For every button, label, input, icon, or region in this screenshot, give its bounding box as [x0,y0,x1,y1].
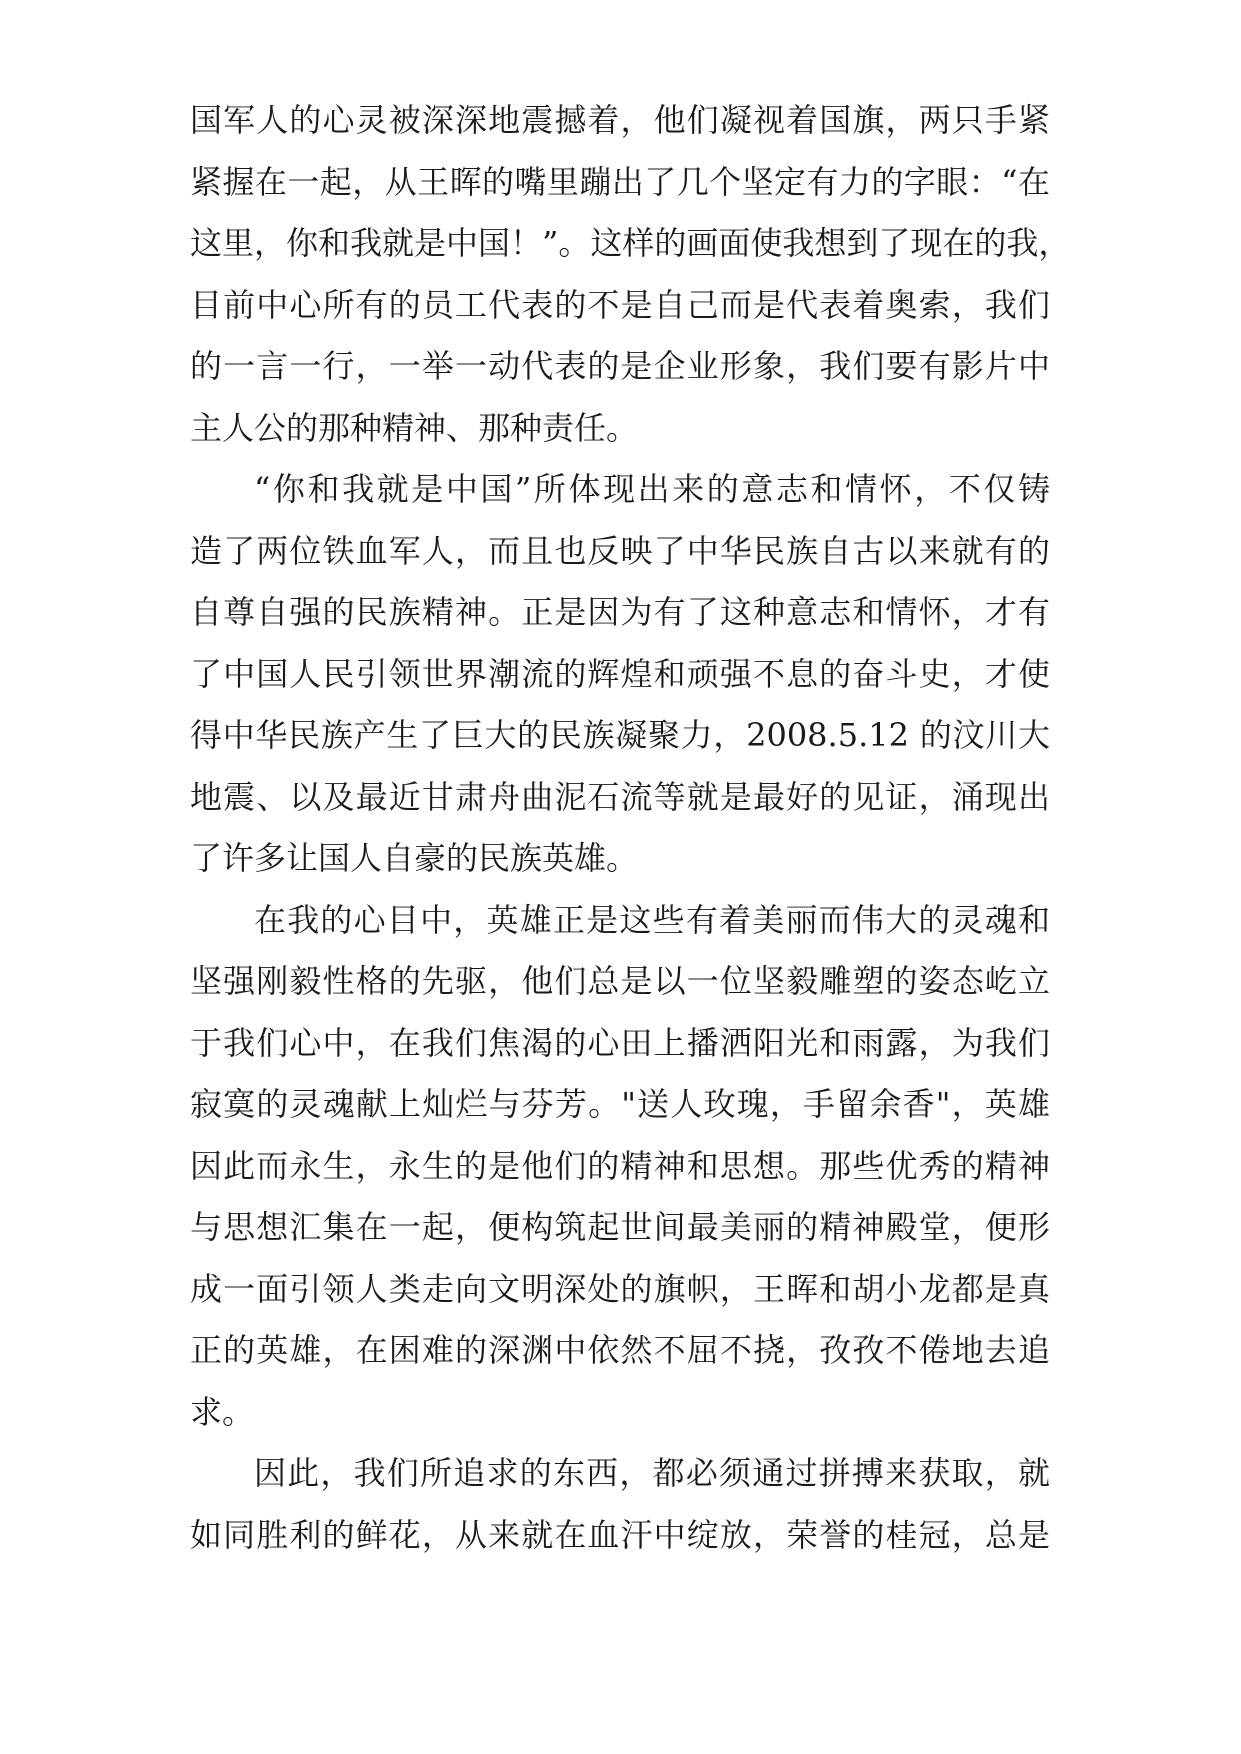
text-line: 如同胜利的鲜花，从来就在血汗中绽放，荣誉的桂冠，总是 [190,1515,1050,1554]
text-line: 于我们心中，在我们焦渴的心田上播洒阳光和雨露，为我们 [190,1023,1050,1062]
text-line: 主人公的那种精神、那种责任。 [190,408,639,447]
text-line: 得中华民族产生了巨大的民族凝聚力，2008.5.12 的汶川大 [190,716,1050,754]
text-line: 寂寞的灵魂献上灿烂与芬芳。"送人玫瑰，手留余香"，英雄 [190,1085,1050,1123]
text-line: 坚强刚毅性格的先驱，他们总是以一位坚毅雕塑的姿态屹立 [190,962,1050,1000]
text-line: 了许多让国人自豪的民族英雄。 [190,839,639,877]
text-line: 因此，我们所追求的东西，都必须通过拼搏来获取，就 [254,1454,1050,1492]
document-body [190,90,1071,1566]
text-line: 了中国人民引领世界潮流的辉煌和顽强不息的奋斗史，才使 [190,654,1050,693]
text-line: 因此而永生，永生的是他们的精神和思想。那些优秀的精神 [190,1146,1050,1185]
text-line: 正的英雄，在困难的深渊中依然不屈不挠，孜孜不倦地去追 [190,1331,1050,1369]
text-line: 造了两位铁血军人，而且也反映了中华民族自古以来就有的 [190,531,1050,570]
text-line: 成一面引领人类走向文明深处的旗帜，王晖和胡小龙都是真 [190,1269,1050,1308]
text-line: 紧握在一起，从王晖的嘴里蹦出了几个坚定有力的字眼：“在 [190,162,1050,201]
text-line: 自尊自强的民族精神。正是因为有了这种意志和情怀，才有 [190,593,1050,631]
text-line: 求。 [190,1392,255,1431]
text-line: 国军人的心灵被深深地震撼着，他们凝视着国旗，两只手紧 [190,101,1050,139]
text-line: 在我的心目中，英雄正是这些有着美丽而伟大的灵魂和 [254,900,1050,939]
text-line: 地震、以及最近甘肃舟曲泥石流等就是最好的见证，涌现出 [190,777,1050,816]
text-line: 这里，你和我就是中国！”。这样的画面使我想到了现在的我， [190,224,1071,262]
text-line: “你和我就是中国”所体现出来的意志和情怀，不仅铸 [254,470,1050,508]
text-line: 的一言一行，一举一动代表的是企业形象，我们要有影片中 [190,347,1050,385]
text-line: 目前中心所有的员工代表的不是自己而是代表着奥索，我们 [190,285,1050,324]
text-line: 与思想汇集在一起，便构筑起世间最美丽的精神殿堂，便形 [190,1208,1050,1246]
